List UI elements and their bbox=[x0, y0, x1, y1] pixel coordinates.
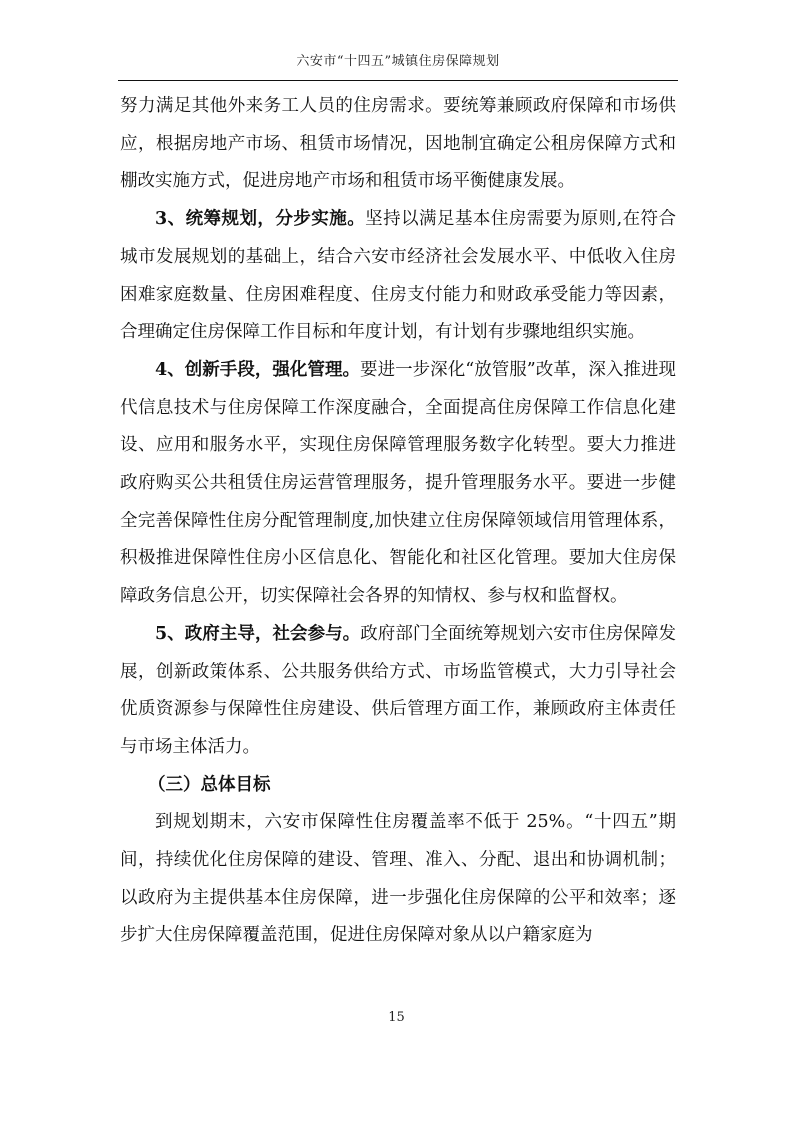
principle-4-heading: 4、创新手段，强化管理。 bbox=[155, 359, 361, 380]
principle-3-heading: 3、统筹规划，分步实施。 bbox=[155, 209, 366, 230]
paragraph-principle-4 bbox=[120, 352, 676, 616]
document-body bbox=[120, 88, 676, 955]
page-number: 15 bbox=[388, 1010, 405, 1025]
paragraph-overall-goal: 到规划期末，六安市保障性住房覆盖率不低于 25%。“十四五”期间，持续优化住房保障的建设、管理、准入、分配、退出和协调机制；以政府为主提供基本住房保障，进一步强化住房保障的公平和效率；逐步扩大住房保障覆盖范围，促进住房保障对象从以户籍家庭为 bbox=[120, 812, 676, 946]
section-heading: （三）总体目标 bbox=[148, 774, 271, 795]
header-divider bbox=[118, 80, 678, 81]
paragraph-continuation: 努力满足其他外来务工人员的住房需求。要统筹兼顾政府保障和市场供应，根据房地产市场、租赁市场情况，因地制宜确定公租房保障方式和棚改实施方式，促进房地产市场和租赁市场平衡健康发展。 bbox=[120, 96, 676, 192]
principle-4-text: 要进一步深化“放管服”改革，深入推进现代信息技术与住房保障工作深度融合，全面提高住房保障工作信息化建设、应用和服务水平，实现住房保障管理服务数字化转型。要大力推进政府购买公共租赁住房运营管理服务，提升管理服务水平。要进一步健全完善保障性住房分配管理制度,加快建立住房保障领域信用管理体系，积极推进保障性住房小区信息化、智能化和社区化管理。要加大住房保障政务信息公开，切实保障社会各界的知情权、参与权和监督权。 bbox=[120, 359, 676, 607]
running-header: 六安市“十四五”城镇住房保障规划 bbox=[296, 54, 500, 69]
principle-3-text: 坚持以满足基本住房需要为原则,在符合城市发展规划的基础上，结合六安市经济社会发展水平、中低收入住房困难家庭数量、住房困难程度、住房支付能力和财政承受能力等因素，合理确定住房保障工作目标和年度计划，有计划有步骤地组织实施。 bbox=[120, 209, 677, 343]
paragraph-principle-5 bbox=[120, 616, 676, 767]
principle-5-heading: 5、政府主导，社会参与。 bbox=[155, 623, 361, 644]
principle-5-text: 政府部门全面统筹规划六安市住房保障发展，创新政策体系、公共服务供给方式、市场监管模式，大力引导社会优质资源参与保障性住房建设、供后管理方面工作，兼顾政府主体责任与市场主体活力。 bbox=[120, 623, 677, 757]
paragraph-principle-3 bbox=[120, 201, 676, 352]
